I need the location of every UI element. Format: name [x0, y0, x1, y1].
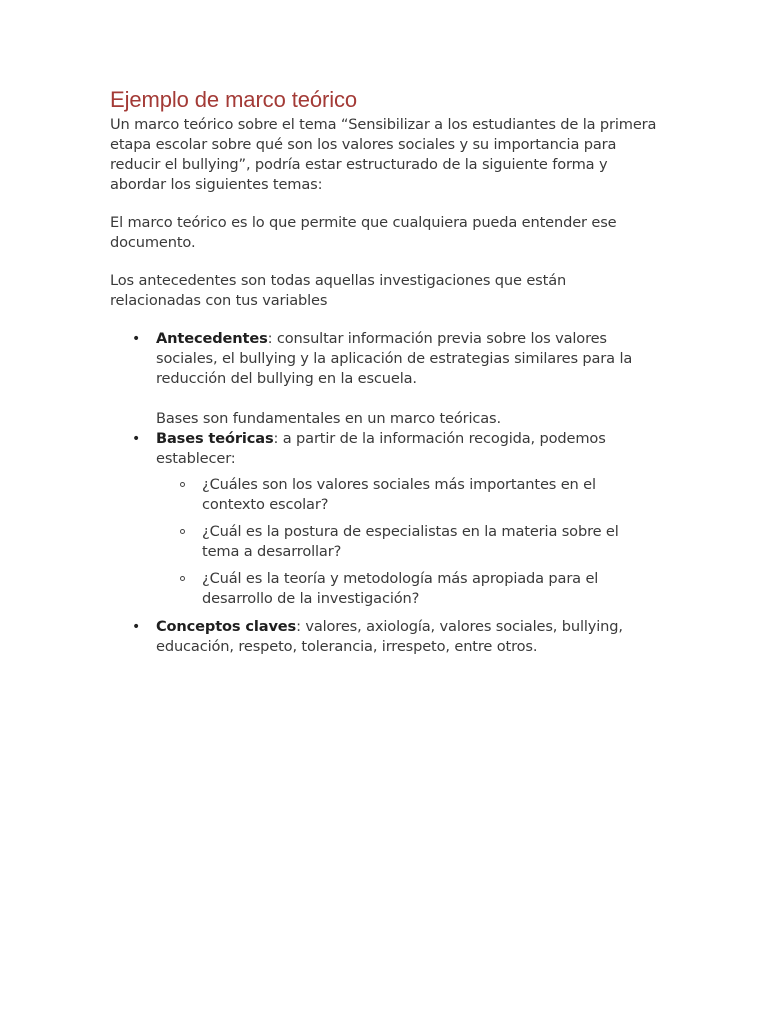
bullet-icon: • — [132, 331, 141, 347]
definition-paragraph: El marco teórico es lo que permite que cualquiera pueda entender ese documento. — [110, 214, 617, 251]
question-text: ¿Cuál es la postura de especialistas en la materia sobre el tema a desarrollar? — [202, 523, 619, 560]
list-item-antecedentes — [132, 329, 660, 429]
term-bases-teoricas: Bases teóricas — [156, 430, 274, 447]
questions-sublist — [156, 475, 660, 609]
intro-paragraph: Un marco teórico sobre el tema “Sensibilizar a los estudiantes de la primera etapa escolar sobre qué son los valores sociales y su importancia para reducir el bullying”, podría estar estructurado de la siguiente forma y abordar los siguientes temas: — [110, 116, 657, 193]
term-conceptos-claves: Conceptos claves — [156, 618, 297, 635]
text-antecedentes: : consultar información previa sobre los valores sociales, el bullying y la aplicación de estrategias similares para la reducción del bullying en la escuela. — [156, 330, 633, 387]
text-bases-teoricas: : a partir de la información recogida, podemos establecer: — [156, 430, 606, 467]
sublist-item — [202, 475, 660, 515]
circle-bullet-icon — [180, 576, 185, 581]
text-conceptos-claves: : valores, axiología, valores sociales, bullying, educación, respeto, tolerancia, irrespeto, entre otros. — [156, 618, 623, 655]
bullet-icon: • — [132, 431, 141, 447]
sublist-item — [202, 522, 660, 562]
note-bases: Bases son fundamentales en un marco teóricas. — [156, 410, 502, 427]
topics-list — [110, 329, 660, 657]
question-text: ¿Cuáles son los valores sociales más importantes en el contexto escolar? — [202, 476, 596, 513]
bullet-icon: • — [132, 619, 141, 635]
list-item-bases-teoricas — [132, 429, 660, 609]
term-antecedentes: Antecedentes — [156, 330, 268, 347]
question-text: ¿Cuál es la teoría y metodología más apropiada para el desarrollo de la investigación? — [202, 570, 599, 607]
antecedents-paragraph: Los antecedentes son todas aquellas investigaciones que están relacionadas con tus variables — [110, 272, 567, 309]
document-title: Ejemplo de marco teórico — [110, 87, 358, 112]
sublist-item — [202, 569, 660, 609]
circle-bullet-icon — [180, 482, 185, 487]
circle-bullet-icon — [180, 529, 185, 534]
list-item-conceptos-claves — [132, 617, 660, 657]
